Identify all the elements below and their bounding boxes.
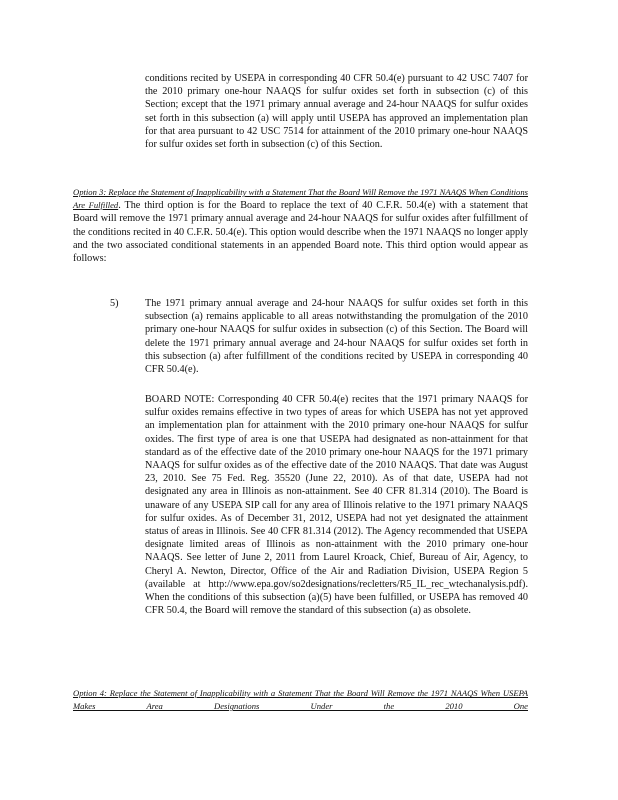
option-3-heading: Option 3: Replace the Statement of Inapplicability with a Statement That the Board Will Remove the 1971 NAAQS When Conditions Are Fulfilled — [73, 187, 528, 211]
board-note-text: BOARD NOTE: Corresponding 40 CFR 50.4(e) recites that the 1971 primary NAAQS for sulfur oxides remains effective in two types of areas for which USEPA has not yet approved an implementation plan for attainment with the 2010 primary one-hour NAAQS for sulfur oxides. The first type of area is one that USEPA had designated as non-attainment for that standard as of the effective date of the 2010 primary one-hour NAAQS for the 1971 primary NAAQS for sulfur oxides as of the effective date of the 2010 NAAQS. That date was August 23, 2010. See 75 Fed. Reg. 35520 (June 22, 2010). As of that date, USEPA had not designated any area in Illinois as non-attainment. See 40 CFR 81.314 (2010). The Board is unaware of any USEPA SIP call for any area of Illinois relative to the 1971 primary NAAQS for sulfur oxides. As of December 31, 2012, USEPA had not yet designated the attainment status of areas in Illinois. See 40 CFR 81.314 (2012). The Agency recommended that USEPA designate limited areas of Illinois as non-attainment with the 2010 primary one-hour NAAQS. See letter of June 2, 2011 from Laurel Kroack, Chief, Bureau of Air, Agency, to Cheryl A. Newton, Director, Office of the Air and Radiation Division, USEPA Region 5 (available at http://www.epa.gov/so2designations/recletters/R5_IL_rec_wtechanalysis.pdf). When the conditions of this subsection (a)(5) have been fulfilled, or USEPA has removed 40 CFR 50.4, the Board will remove the standard of this subsection (a) as obsolete. — [145, 394, 528, 617]
paragraph-conditions — [145, 72, 528, 151]
option-3-body: . The third option is for the Board to replace the text of 40 C.F.R. 50.4(e) with a statement that Board will remove the 1971 primary annual average and 24-hour NAAQS for sulfur oxides after fulfillment of the conditions recited in 40 C.F.R. 50.4(e). This option would describe when the 1971 NAAQS no longer apply and the two associated conditional statements in an appended Board note. This third option would appear as follows: — [73, 200, 528, 265]
list-item-text: The 1971 primary annual average and 24-hour NAAQS for sulfur oxides set forth in this subsection (a) remains applicable to all areas notwithstanding the promulgation of the 2010 primary one-hour NAAQS for sulfur oxides in subsection (c) of this Section. The Board will delete the 1971 primary annual average and 24-hour NAAQS for sulfur oxides set forth in this subsection (a) after fulfillment of the conditions recited by USEPA in corresponding 40 CFR 50.4(e). — [145, 298, 528, 376]
board-note — [145, 393, 528, 617]
list-item-5 — [110, 297, 528, 376]
option-3-paragraph — [73, 186, 528, 265]
list-item-number: 5) — [110, 298, 119, 309]
option-4-heading: Option 4: Replace the Statement of Inapplicability with a Statement That the Board Will Remove the 1971 NAAQS When USEPA Makes Area Designations Under the 2010 One — [73, 688, 528, 712]
option-3-section — [73, 186, 528, 265]
option-4-section — [73, 687, 528, 713]
paragraph-conditions-text: conditions recited by USEPA in corresponding 40 CFR 50.4(e) pursuant to 42 USC 7407 for the 2010 primary one-hour NAAQS for sulfur oxides set forth in subsection (c) of this Section; except that the 1971 primary annual average and 24-hour NAAQS for sulfur oxides set forth in this subsection (a) will apply until USEPA has approved an implementation plan for that area pursuant to 42 USC 7514 for attainment of the 2010 primary one-hour NAAQS for sulfur oxides set forth in subsection (c) of this Section. — [145, 73, 528, 151]
